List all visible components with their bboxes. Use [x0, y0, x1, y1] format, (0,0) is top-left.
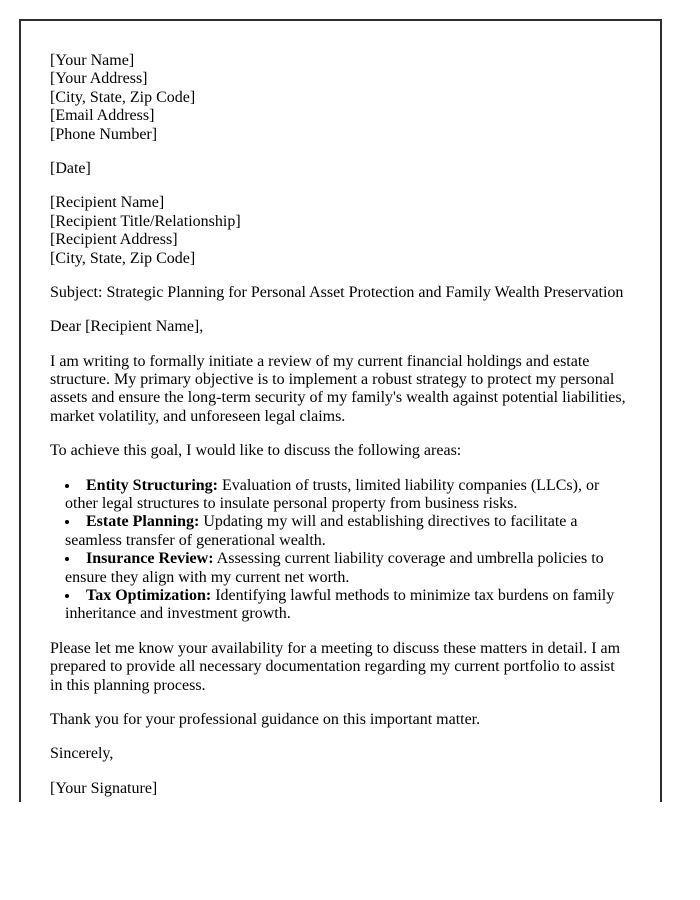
sender-line: [City, State, Zip Code] [50, 88, 196, 106]
recipient-line: [City, State, Zip Code] [50, 249, 196, 267]
recipient-line: [Recipient Title/Relationship] [50, 212, 241, 230]
thanks-paragraph: Thank you for your professional guidance on this important matter. [50, 710, 481, 728]
list-item-text: Evaluation of trusts, limited liability companies (LLCs), or other legal structures to insulate personal property from business risks. [65, 476, 600, 513]
list-item-label: Tax Optimization: [86, 586, 212, 604]
recipient-block [50, 194, 631, 268]
subject-line: Subject: Strategic Planning for Personal Asset Protection and Family Wealth Preservation [50, 283, 624, 301]
list-item [65, 587, 631, 624]
lead-in-paragraph: To achieve this goal, I would like to discuss the following areas: [50, 442, 462, 460]
list-item-text: Assessing current liability coverage and umbrella policies to ensure they align with my current net worth. [65, 550, 604, 586]
availability-paragraph: Please let me know your availability for a meeting to discuss these matters in detail. I am prepared to provide all necessary documentation regarding my current portfolio to assist in this planning process. [50, 639, 621, 694]
discussion-areas-list [50, 477, 631, 624]
list-item [65, 550, 631, 587]
list-item-label: Entity Structuring: [86, 476, 218, 494]
list-item-text: Identifying lawful methods to minimize tax burdens on family inheritance and investment growth. [65, 586, 615, 623]
list-item [65, 477, 631, 514]
list-item [65, 513, 631, 550]
intro-paragraph: I am writing to formally initiate a review of my current financial holdings and estate structure. My primary objective is to implement a robust strategy to protect my personal assets and ensure the long-term security of my family's wealth against potential liabilities, market volatility, and unforeseen legal claims. [50, 352, 626, 425]
salutation: Dear [Recipient Name], [50, 318, 204, 336]
list-item-label: Insurance Review: [86, 550, 214, 568]
list-item-label: Estate Planning: [86, 513, 200, 531]
recipient-line: [Recipient Name] [50, 194, 165, 212]
date-line: [Date] [50, 159, 91, 177]
closing: Sincerely, [50, 745, 114, 763]
sender-block [50, 52, 631, 144]
sender-line: [Your Name] [50, 52, 135, 69]
sender-line: [Email Address] [50, 107, 155, 125]
sender-line: [Phone Number] [50, 125, 158, 143]
signature-placeholder: [Your Signature] [50, 779, 158, 797]
recipient-line: [Recipient Address] [50, 231, 178, 249]
sender-line: [Your Address] [50, 70, 148, 88]
list-item-text: Updating my will and establishing directives to facilitate a seamless transfer of generational wealth. [65, 513, 578, 549]
letter-container [19, 19, 662, 802]
